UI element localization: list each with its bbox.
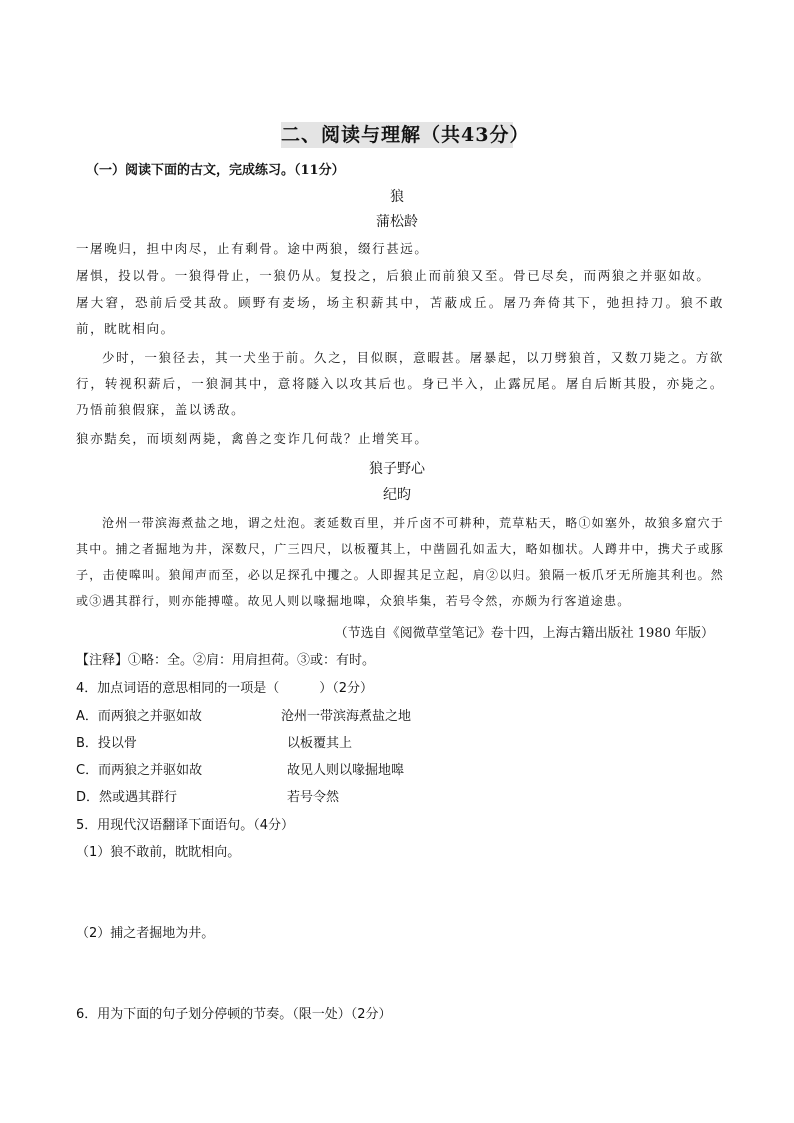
option-b-left: B．投以骨 [76,736,137,751]
text1-paragraph-4: 少时，一狼径去，其一犬坐于前。久之，目似瞑，意暇甚。屠暴起，以刀劈狼首，又数刀毙之。方欲行，转视积薪后，一狼洞其中，意将隧入以攻其后也。身已半入，止露尻尾。屠自后断其股，亦毙之。乃悟前狼假寐，盖以诱敌。 [76,350,724,417]
text2-title: 狼子野心 [369,461,425,477]
text2-author: 纪昀 [383,487,411,503]
text1-paragraph-2: 屠惧，投以骨。一狼得骨止，一狼仍从。复投之，后狼止而前狼又至。骨已尽矣，而两狼之并驱如故。 [76,268,711,283]
question-4-text: 4．加点词语的意思相同的一项是（ [76,681,280,696]
question-5-item-1: （1）狼不敢前，眈眈相向。 [76,845,241,860]
option-c-left: C．而两狼之并驱如故 [76,763,203,778]
text1-paragraph-3: 屠大窘，恐前后受其敌。顾野有麦场，场主积薪其中，苫蔽成丘。屠乃奔倚其下，弛担持刀。狼不敢前，眈眈相向。 [76,295,724,336]
option-a-left: A．而两狼之并驱如故 [76,709,202,724]
reading-instruction: （一）阅读下面的古文，完成练习。（11分） [86,163,345,178]
option-c-right: 故见人则以喙掘地嗥 [287,763,405,778]
question-5-stem: 5．用现代汉语翻译下面语句。（4分） [76,818,295,833]
option-a-right: 沧州一带滨海煮盐之地 [281,709,412,724]
option-d-right: 若号令然 [287,790,340,805]
question-4-score: ）（2分） [319,681,374,696]
text1-author: 蒲松龄 [376,214,418,230]
question-4-stem [76,677,373,696]
text1-paragraph-1: 一屠晚归，担中肉尽，止有剩骨。途中两狼，缀行甚远。 [76,241,429,256]
text2-paragraph: 沧州一带滨海煮盐之地，谓之灶泡。袤延数百里，并斤卤不可耕种，荒草粘天，略①如塞外，故狼多窟穴于其中。捕之者掘地为井，深数尺，广三四尺，以板覆其上，中凿圆孔如盂大，略如枷状。人蹲井中，携犬子或豚子，击使嗥叫。狼闻声而至，必以足探孔中攫之。人即握其足立起，肩②以归。狼隔一板爪牙无所施其利也。然或③遇其群行，则亦能搏噬。故见人则以喙掘地嗥，众狼毕集，若号令然，亦颇为行客道途患。 [76,516,724,608]
option-b-right: 以板覆其上 [287,736,353,751]
text1-paragraph-5: 狼亦黠矣，而顷刻两毙，禽兽之变诈几何哉？止增笑耳。 [76,431,429,446]
section-title: 二、阅读与理解（共43分） [281,124,530,146]
annotation-note: 【注释】①略：全。②肩：用肩担荷。③或：有时。 [76,653,376,668]
option-d-left: D．然或遇其群行 [76,790,178,805]
question-5-item-2: （2）捕之者掘地为井。 [76,926,215,941]
question-6-stem: 6．用为下面的句子划分停顿的节奏。（限一处）（2分） [76,1007,392,1022]
text1-title: 狼 [390,189,404,205]
source-citation: （节选自《阅微草堂笔记》卷十四，上海古籍出版社 1980 年版） [334,626,714,641]
